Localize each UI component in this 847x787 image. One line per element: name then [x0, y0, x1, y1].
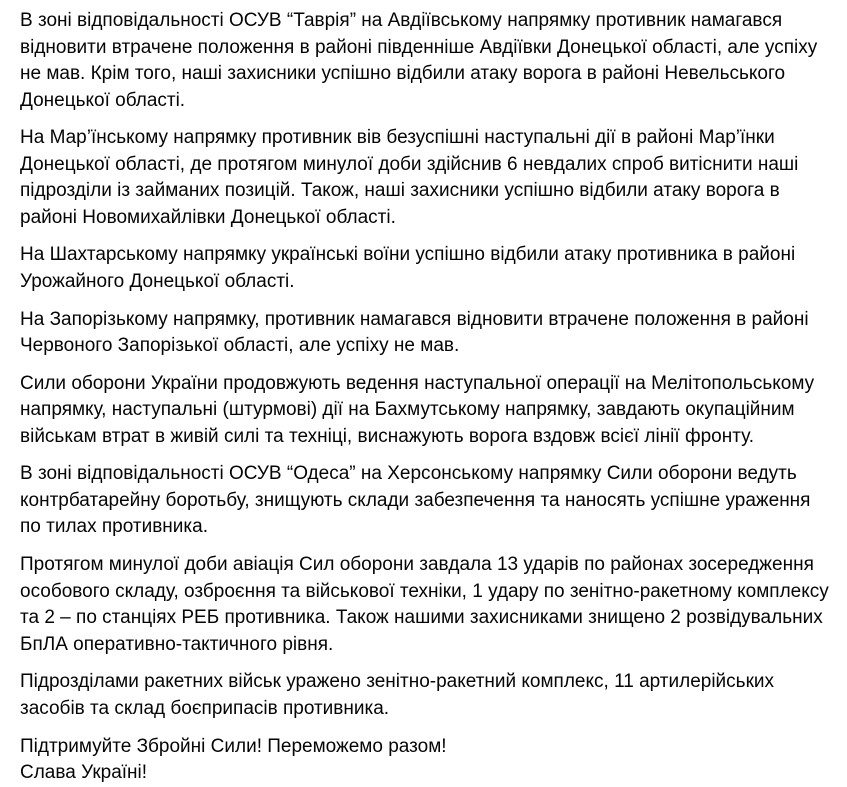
- closing-line-support: Підтримуйте Збройні Сили! Переможемо разом!: [20, 735, 447, 757]
- paragraph-offensive: Сили оборони України продовжують ведення наступальної операції на Мелітопольському напрямку, наступальні (штурмові) дії на Бахмутському напрямку, завдають окупаційним військам втрат в живій силі та техніці, виснажують ворога вздовж всієї лінії фронту.: [20, 372, 815, 447]
- post-body: [20, 8, 835, 787]
- paragraph-aviation: Протягом минулої доби авіація Сил оборони завдала 13 ударів по районах зосередження особового складу, озброєння та військової техніки, 1 удару по зенітно-ракетному комплексу та 2 – по станціях РЕБ противника. Також нашими захисниками знищено 2 розвідувальних БпЛА оперативно-тактичного рівня.: [20, 554, 829, 655]
- closing-line-glory: Слава Україні!: [20, 762, 148, 783]
- paragraph-missile-troops: Підрозділами ракетних військ уражено зенітно-ракетний комплекс, 11 артилерійських засобів та склад боєприпасів противника.: [20, 671, 774, 719]
- paragraph-tavria: В зоні відповідальності ОСУВ “Таврія” на Авдіївському напрямку противник намагався відновити втрачене положення в районі південніше Авдіївки Донецької області, але успіху не мав. Крім того, наші захисники успішно відбили атаку ворога в районі Невельського Донецької області.: [20, 10, 818, 111]
- paragraph-shakhtarske: На Шахтарському напрямку українські воїни успішно відбили атаку противника в районі Урожайного Донецької області.: [20, 244, 796, 292]
- paragraph-odesa: В зоні відповідальності ОСУВ “Одеса” на Херсонському напрямку Сили оборони ведуть контрбатарейну боротьбу, знищують склади забезпечення та наносять успішне ураження по тилах противника.: [20, 463, 811, 538]
- paragraph-zaporizhzhia: На Запорізькому напрямку, противник намагався відновити втрачене положення в районі Червоного Запорізької області, але успіху не мав.: [20, 308, 809, 357]
- paragraph-marinka: На Мар’їнському напрямку противник вів безуспішні наступальні дії в районі Мар’їнки Донецької області, де протягом минулої доби здійснив 6 невдалих спроб витіснити наші підрозділи із займаних позицій. Також, наші захисники успішно відбили атаку ворога в районі Новомихайлівки Донецької області.: [20, 127, 799, 228]
- closing-block: [20, 734, 835, 787]
